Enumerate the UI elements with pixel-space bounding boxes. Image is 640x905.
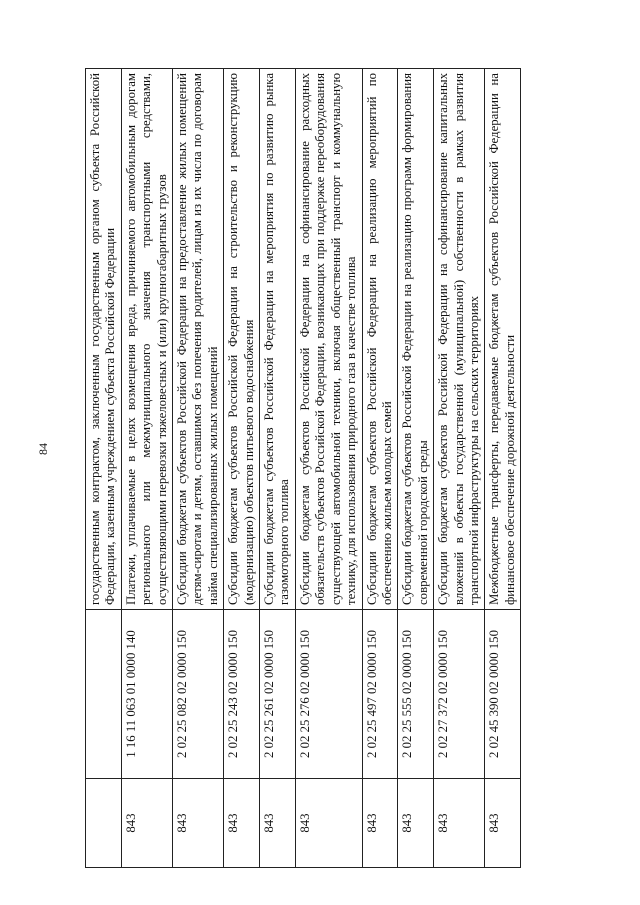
table-row <box>224 69 260 868</box>
budget-code-cell: 2 02 25 082 02 0000 150 <box>173 610 224 779</box>
revenue-name-cell: государственным контрактом, заключенным государственным органом субъекта Российской Федерации, казенным учреждением субъекта Российской Федерации <box>86 69 122 610</box>
page-number: 84 <box>36 443 50 455</box>
admin-code-cell: 843 <box>434 779 485 868</box>
admin-code-cell: 843 <box>173 779 224 868</box>
budget-code-cell: 2 02 25 276 02 0000 150 <box>295 610 362 779</box>
admin-code-cell: 843 <box>260 779 296 868</box>
admin-code-cell: 843 <box>485 779 521 868</box>
budget-code-cell: 2 02 25 261 02 0000 150 <box>260 610 296 779</box>
rotated-table-container <box>85 68 575 868</box>
table-row <box>398 69 434 868</box>
budget-code-cell <box>86 610 122 779</box>
revenue-name-cell: Субсидии бюджетам субъектов Российской Федерации на реализацию мероприятий по обеспечению жильем молодых семей <box>362 69 398 610</box>
budget-code-cell: 2 02 45 390 02 0000 150 <box>485 610 521 779</box>
budget-code-cell: 2 02 25 243 02 0000 150 <box>224 610 260 779</box>
table-row <box>295 69 362 868</box>
admin-code-cell: 843 <box>121 779 172 868</box>
revenue-name-cell: Субсидии бюджетам субъектов Российской Федерации на реализацию программ формирования современной городской среды <box>398 69 434 610</box>
revenue-name-cell: Межбюджетные трансферты, передаваемые бюджетам субъектов Российской Федерации на финансовое обеспечение дорожной деятельности <box>485 69 521 610</box>
revenue-name-cell: Субсидии бюджетам субъектов Российской Федерации на софинансирование капитальных вложений в объекты государственной (муниципальной) собственности в рамках развития транспортной инфраструктуры на сельских территориях <box>434 69 485 610</box>
revenue-name-cell: Субсидии бюджетам субъектов Российской Федерации на софинансирование расходных обязательств субъектов Российской Федерации, возникающих при поддержке переоборудования существующей автомобильной техники, включая общественный транспорт и коммунальную технику, для использования природного газа в качестве топлива <box>295 69 362 610</box>
table-row <box>434 69 485 868</box>
budget-code-cell: 2 02 27 372 02 0000 150 <box>434 610 485 779</box>
table-row <box>121 69 172 868</box>
revenue-name-cell: Субсидии бюджетам субъектов Российской Федерации на предоставление жилых помещений детям-сиротам и детям, оставшимся без попечения родителей, лицам из их числа по договорам найма специализированных жилых помещений <box>173 69 224 610</box>
revenue-codes-table <box>85 68 521 868</box>
table-row <box>86 69 122 868</box>
admin-code-cell: 843 <box>398 779 434 868</box>
revenue-name-cell: Субсидии бюджетам субъектов Российской Федерации на строительство и реконструкцию (модернизацию) объектов питьевого водоснабжения <box>224 69 260 610</box>
budget-code-cell: 2 02 25 555 02 0000 150 <box>398 610 434 779</box>
budget-code-cell: 1 16 11 063 01 0000 140 <box>121 610 172 779</box>
revenue-name-cell: Субсидии бюджетам субъектов Российской Федерации на мероприятия по развитию рынка газомоторного топлива <box>260 69 296 610</box>
revenue-name-cell: Платежи, уплачиваемые в целях возмещения вреда, причиняемого автомобильным дорогам регионального или межмуниципального значения транспортными средствами, осуществляющими перевозки тяжеловесных и (или) крупногабаритных грузов <box>121 69 172 610</box>
table-row <box>260 69 296 868</box>
admin-code-cell: 843 <box>362 779 398 868</box>
admin-code-cell: 843 <box>295 779 362 868</box>
budget-code-cell: 2 02 25 497 02 0000 150 <box>362 610 398 779</box>
admin-code-cell: 843 <box>224 779 260 868</box>
admin-code-cell <box>86 779 122 868</box>
table-row <box>173 69 224 868</box>
table-row <box>485 69 521 868</box>
table-row <box>362 69 398 868</box>
